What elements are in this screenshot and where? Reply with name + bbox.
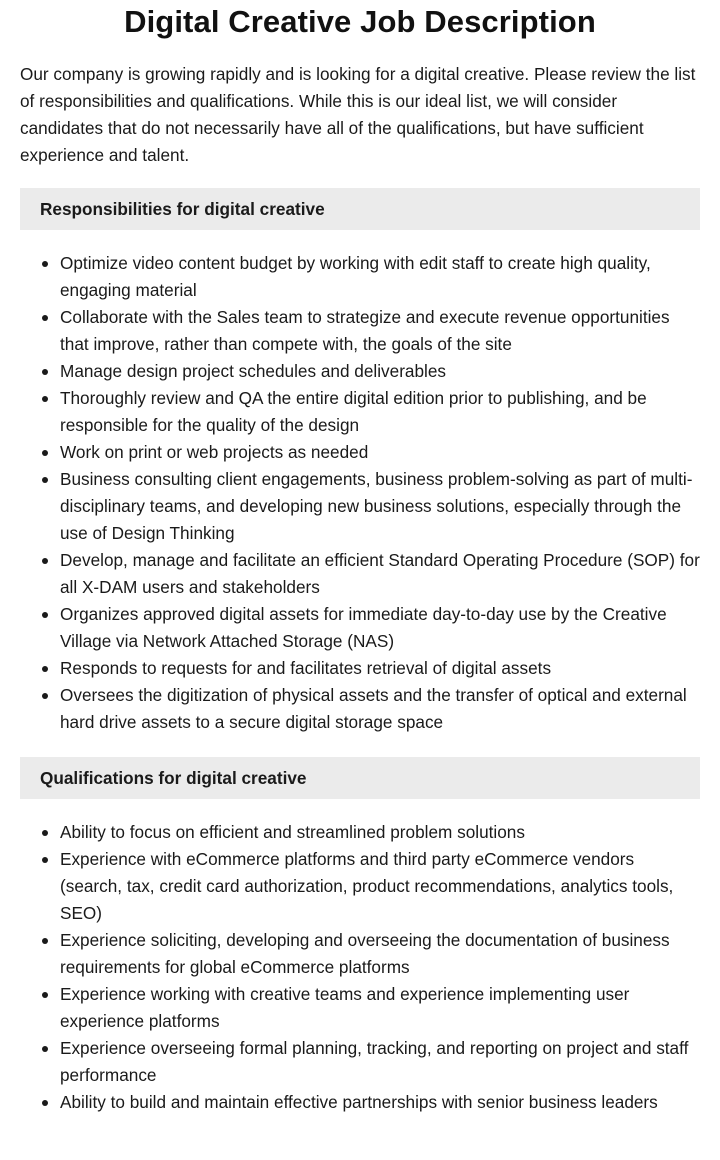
list-item — [60, 682, 700, 736]
list-item-text: Optimize video content budget by working with edit staff to create high quality, engaging material — [60, 253, 651, 300]
list-item-text: Experience soliciting, developing and overseeing the documentation of business requirements for global eCommerce platforms — [60, 930, 670, 977]
list-item — [60, 1089, 700, 1116]
list-item-text: Experience working with creative teams and experience implementing user experience platforms — [60, 984, 630, 1031]
list-item — [60, 439, 700, 466]
bullet-icon — [42, 1046, 48, 1052]
bullet-icon — [42, 261, 48, 267]
qualifications-list — [20, 819, 700, 1116]
list-item — [60, 601, 700, 655]
list-item — [60, 819, 700, 846]
list-item-text: Ability to focus on efficient and streamlined problem solutions — [60, 822, 525, 842]
qualifications-heading: Qualifications for digital creative — [20, 757, 700, 799]
list-item-text: Ability to build and maintain effective partnerships with senior business leaders — [60, 1092, 658, 1112]
list-item-text: Experience overseeing formal planning, tracking, and reporting on project and staff performance — [60, 1038, 689, 1085]
list-item — [60, 927, 700, 981]
bullet-icon — [42, 315, 48, 321]
bullet-icon — [42, 477, 48, 483]
list-item — [60, 304, 700, 358]
responsibilities-heading: Responsibilities for digital creative — [20, 188, 700, 230]
bullet-icon — [42, 693, 48, 699]
intro-paragraph: Our company is growing rapidly and is looking for a digital creative. Please review the list of responsibilities and qualifications. While this is our ideal list, we will consider candidates that do not necessarily have all of the qualifications, but have sufficient experience and talent. — [20, 64, 696, 165]
list-item-text: Develop, manage and facilitate an efficient Standard Operating Procedure (SOP) for all X-DAM users and stakeholders — [60, 550, 700, 597]
list-item — [60, 655, 700, 682]
bullet-icon — [42, 857, 48, 863]
list-item — [60, 385, 700, 439]
list-item — [60, 1035, 700, 1089]
bullet-icon — [42, 369, 48, 375]
bullet-icon — [42, 612, 48, 618]
list-item-text: Thoroughly review and QA the entire digital edition prior to publishing, and be responsible for the quality of the design — [60, 388, 647, 435]
list-item — [60, 981, 700, 1035]
list-item-text: Responds to requests for and facilitates retrieval of digital assets — [60, 658, 552, 678]
list-item — [60, 547, 700, 601]
bullet-icon — [42, 830, 48, 836]
bullet-icon — [42, 992, 48, 998]
page-title: Digital Creative Job Description — [124, 4, 596, 39]
list-item-text: Organizes approved digital assets for immediate day-to-day use by the Creative Village via Network Attached Storage (NAS) — [60, 604, 667, 651]
bullet-icon — [42, 666, 48, 672]
bullet-icon — [42, 938, 48, 944]
list-item-text: Oversees the digitization of physical assets and the transfer of optical and external hard drive assets to a secure digital storage space — [60, 685, 687, 732]
list-item-text: Collaborate with the Sales team to strategize and execute revenue opportunities that improve, rather than compete with, the goals of the site — [60, 307, 670, 354]
bullet-icon — [42, 558, 48, 564]
bullet-icon — [42, 396, 48, 402]
list-item-text: Work on print or web projects as needed — [60, 442, 369, 462]
list-item-text: Business consulting client engagements, business problem-solving as part of multi-disciplinary teams, and developing new business solutions, especially through the use of Design Thinking — [60, 469, 693, 543]
bullet-icon — [42, 450, 48, 456]
bullet-icon — [42, 1100, 48, 1106]
list-item — [60, 466, 700, 547]
list-item — [60, 846, 700, 927]
list-item — [60, 250, 700, 304]
responsibilities-list — [20, 250, 700, 736]
list-item — [60, 358, 700, 385]
list-item-text: Experience with eCommerce platforms and third party eCommerce vendors (search, tax, credit card authorization, product recommendations, analytics tools, SEO) — [60, 849, 674, 923]
list-item-text: Manage design project schedules and deliverables — [60, 361, 447, 381]
